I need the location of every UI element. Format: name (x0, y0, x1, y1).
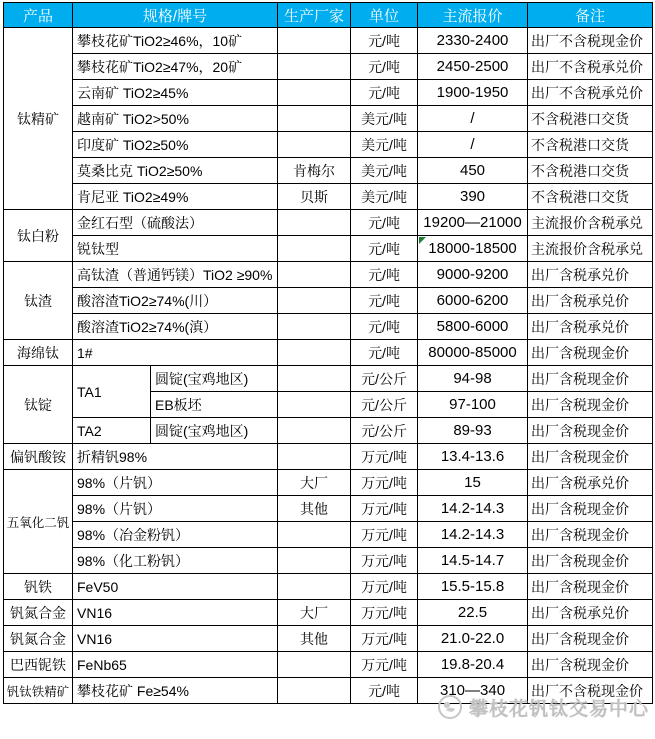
cell-flag-icon (419, 237, 426, 244)
col-header-note: 备注 (528, 3, 653, 28)
unit-cell: 元/吨 (351, 80, 418, 106)
price-cell: / (418, 132, 528, 158)
unit-cell: 万元/吨 (351, 574, 418, 600)
note-cell: 主流报价含税承兑 (528, 236, 653, 262)
price-cell: 22.5 (418, 600, 528, 626)
table-row (4, 470, 653, 496)
note-cell: 出厂含税承兑价 (528, 314, 653, 340)
note-cell: 不含税港口交货 (528, 158, 653, 184)
spec-cell: 攀枝花矿TiO2≥47%，20矿 (73, 54, 278, 80)
note-cell: 出厂含税现金价 (528, 340, 653, 366)
price-cell: 9000-9200 (418, 262, 528, 288)
note-cell: 出厂含税现金价 (528, 626, 653, 652)
unit-cell: 美元/吨 (351, 158, 418, 184)
manufacturer-cell (278, 340, 351, 366)
unit-cell: 元/公斤 (351, 366, 418, 392)
price-cell: 18000-18500 (418, 236, 528, 262)
unit-cell: 美元/吨 (351, 184, 418, 210)
unit-cell: 万元/吨 (351, 626, 418, 652)
table-row (4, 444, 653, 470)
price-cell: 14.2-14.3 (418, 496, 528, 522)
product-cell: 钒钛铁精矿 (4, 678, 73, 704)
table-row (4, 80, 653, 106)
unit-cell: 万元/吨 (351, 652, 418, 678)
col-header-product: 产品 (4, 3, 73, 28)
spec-cell: 云南矿 TiO2≥45% (73, 80, 278, 106)
product-cell: 巴西铌铁 (4, 652, 73, 678)
spec-cell: 酸溶渣TiO2≥74%(滇） (73, 314, 278, 340)
price-cell: 14.2-14.3 (418, 522, 528, 548)
price-cell: 19.8-20.4 (418, 652, 528, 678)
manufacturer-cell: 其他 (278, 626, 351, 652)
table-row (4, 28, 653, 54)
manufacturer-cell (278, 418, 351, 444)
price-cell: 390 (418, 184, 528, 210)
unit-cell: 元/吨 (351, 262, 418, 288)
note-cell: 出厂含税现金价 (528, 418, 653, 444)
table-row (4, 262, 653, 288)
table-row (4, 600, 653, 626)
spec-cell: 越南矿 TiO2>50% (73, 106, 278, 132)
spec-cell: 98%（片钒） (73, 496, 278, 522)
price-cell: 450 (418, 158, 528, 184)
manufacturer-cell (278, 236, 351, 262)
spec-cell: 98%（化工粉钒） (73, 548, 278, 574)
product-cell: 五氧化二钒 (4, 470, 73, 574)
note-cell: 不含税港口交货 (528, 132, 653, 158)
manufacturer-cell (278, 678, 351, 704)
spec-cell: 攀枝花矿TiO2≥46%，10矿 (73, 28, 278, 54)
manufacturer-cell (278, 392, 351, 418)
spec-cell: 印度矿 TiO2≥50% (73, 132, 278, 158)
price-cell: 13.4-13.6 (418, 444, 528, 470)
table-body (4, 28, 653, 704)
table-row (4, 418, 653, 444)
manufacturer-cell (278, 80, 351, 106)
spec-form-cell: 圆锭(宝鸡地区) (151, 418, 278, 444)
table-row (4, 314, 653, 340)
note-cell: 出厂含税现金价 (528, 366, 653, 392)
table-row (4, 54, 653, 80)
manufacturer-cell: 大厂 (278, 600, 351, 626)
spec-form-cell: EB板坯 (151, 392, 278, 418)
table-row (4, 288, 653, 314)
unit-cell: 万元/吨 (351, 548, 418, 574)
note-cell: 主流报价含税承兑 (528, 210, 653, 236)
price-cell: 15.5-15.8 (418, 574, 528, 600)
spec-cell: VN16 (73, 600, 278, 626)
price-cell: 97-100 (418, 392, 528, 418)
spec-cell: FeNb65 (73, 652, 278, 678)
note-cell: 出厂不含税现金价 (528, 28, 653, 54)
unit-cell: 美元/吨 (351, 132, 418, 158)
unit-cell: 元/吨 (351, 678, 418, 704)
spec-grade-cell: TA1 (73, 366, 151, 418)
note-cell: 出厂含税现金价 (528, 522, 653, 548)
spec-cell: 肯尼亚 TiO2≥49% (73, 184, 278, 210)
unit-cell: 元/吨 (351, 236, 418, 262)
manufacturer-cell (278, 132, 351, 158)
note-cell: 出厂含税承兑价 (528, 600, 653, 626)
spec-cell: 1# (73, 340, 278, 366)
manufacturer-cell (278, 54, 351, 80)
price-cell: 94-98 (418, 366, 528, 392)
unit-cell: 元/吨 (351, 288, 418, 314)
product-cell: 钛精矿 (4, 28, 73, 210)
table-row (4, 132, 653, 158)
price-cell: 15 (418, 470, 528, 496)
note-cell: 出厂含税现金价 (528, 652, 653, 678)
spec-cell: 98%（片钒） (73, 470, 278, 496)
price-cell: 21.0-22.0 (418, 626, 528, 652)
note-cell: 出厂不含税现金价 (528, 678, 653, 704)
note-cell: 出厂含税现金价 (528, 548, 653, 574)
unit-cell: 美元/吨 (351, 106, 418, 132)
table-row (4, 236, 653, 262)
price-table (3, 2, 653, 704)
watermark-text: 攀枝花钒钛交易中心 (468, 698, 649, 720)
header-row (4, 3, 653, 28)
manufacturer-cell (278, 366, 351, 392)
col-header-manufacturer: 生产厂家 (278, 3, 351, 28)
product-cell: 钛渣 (4, 262, 73, 340)
note-cell: 不含税港口交货 (528, 184, 653, 210)
unit-cell: 元/公斤 (351, 418, 418, 444)
col-header-price: 主流报价 (418, 3, 528, 28)
manufacturer-cell (278, 288, 351, 314)
note-cell: 不含税港口交货 (528, 106, 653, 132)
col-header-spec: 规格/牌号 (73, 3, 278, 28)
manufacturer-cell (278, 28, 351, 54)
manufacturer-cell (278, 652, 351, 678)
table-row (4, 158, 653, 184)
unit-cell: 万元/吨 (351, 522, 418, 548)
unit-cell: 元/吨 (351, 340, 418, 366)
col-header-unit: 单位 (351, 3, 418, 28)
spec-cell: 锐钛型 (73, 236, 278, 262)
spec-cell: 高钛渣（普通钙镁）TiO2 ≥90% (73, 262, 278, 288)
table-row (4, 184, 653, 210)
spec-cell: 折精钒98% (73, 444, 278, 470)
price-cell: 2450-2500 (418, 54, 528, 80)
manufacturer-cell (278, 548, 351, 574)
spec-grade-cell: TA2 (73, 418, 151, 444)
price-cell: 1900-1950 (418, 80, 528, 106)
manufacturer-cell: 其他 (278, 496, 351, 522)
note-cell: 出厂不含税承兑价 (528, 80, 653, 106)
price-cell: / (418, 106, 528, 132)
product-cell: 钛白粉 (4, 210, 73, 262)
note-cell: 出厂含税现金价 (528, 444, 653, 470)
table-row (4, 626, 653, 652)
unit-cell: 万元/吨 (351, 600, 418, 626)
spec-cell: VN16 (73, 626, 278, 652)
product-cell: 偏钒酸铵 (4, 444, 73, 470)
unit-cell: 万元/吨 (351, 496, 418, 522)
product-cell: 钒铁 (4, 574, 73, 600)
price-cell: 19200—21000 (418, 210, 528, 236)
note-cell: 出厂含税现金价 (528, 574, 653, 600)
spec-cell: 酸溶渣TiO2≥74%(川） (73, 288, 278, 314)
spec-cell: 金红石型（硫酸法） (73, 210, 278, 236)
table-row (4, 210, 653, 236)
product-cell: 钒氮合金 (4, 600, 73, 626)
table-row (4, 548, 653, 574)
product-cell: 海绵钛 (4, 340, 73, 366)
table-row (4, 106, 653, 132)
spec-form-cell: 圆锭(宝鸡地区) (151, 366, 278, 392)
table-header (4, 3, 653, 28)
price-cell: 14.5-14.7 (418, 548, 528, 574)
manufacturer-cell (278, 522, 351, 548)
unit-cell: 元/吨 (351, 314, 418, 340)
manufacturer-cell (278, 106, 351, 132)
spec-cell: 98%（冶金粉钒） (73, 522, 278, 548)
manufacturer-cell (278, 314, 351, 340)
price-cell: 89-93 (418, 418, 528, 444)
table-row (4, 652, 653, 678)
note-cell: 出厂含税现金价 (528, 392, 653, 418)
note-cell: 出厂含税承兑价 (528, 262, 653, 288)
unit-cell: 元/吨 (351, 54, 418, 80)
unit-cell: 元/吨 (351, 28, 418, 54)
note-cell: 出厂含税现金价 (528, 496, 653, 522)
product-cell: 钒氮合金 (4, 626, 73, 652)
price-cell: 310—340 (418, 678, 528, 704)
unit-cell: 元/吨 (351, 210, 418, 236)
manufacturer-cell: 大厂 (278, 470, 351, 496)
exchange-logo-icon (437, 694, 463, 720)
spec-cell: 莫桑比克 TiO2≥50% (73, 158, 278, 184)
unit-cell: 万元/吨 (351, 444, 418, 470)
product-cell: 钛锭 (4, 366, 73, 444)
price-cell: 80000-85000 (418, 340, 528, 366)
note-cell: 出厂含税承兑价 (528, 470, 653, 496)
table-row (4, 496, 653, 522)
price-cell: 5800-6000 (418, 314, 528, 340)
watermark (437, 691, 649, 723)
table-row (4, 522, 653, 548)
price-cell: 6000-6200 (418, 288, 528, 314)
table-row (4, 340, 653, 366)
table-row (4, 574, 653, 600)
spec-cell: 攀枝花矿 Fe≥54% (73, 678, 278, 704)
manufacturer-cell (278, 444, 351, 470)
manufacturer-cell (278, 574, 351, 600)
spec-cell: FeV50 (73, 574, 278, 600)
table-row (4, 366, 653, 392)
manufacturer-cell (278, 262, 351, 288)
note-cell: 出厂不含税承兑价 (528, 54, 653, 80)
manufacturer-cell (278, 210, 351, 236)
note-cell: 出厂含税承兑价 (528, 288, 653, 314)
unit-cell: 万元/吨 (351, 470, 418, 496)
price-cell: 2330-2400 (418, 28, 528, 54)
manufacturer-cell: 肯梅尔 (278, 158, 351, 184)
unit-cell: 元/公斤 (351, 392, 418, 418)
manufacturer-cell: 贝斯 (278, 184, 351, 210)
